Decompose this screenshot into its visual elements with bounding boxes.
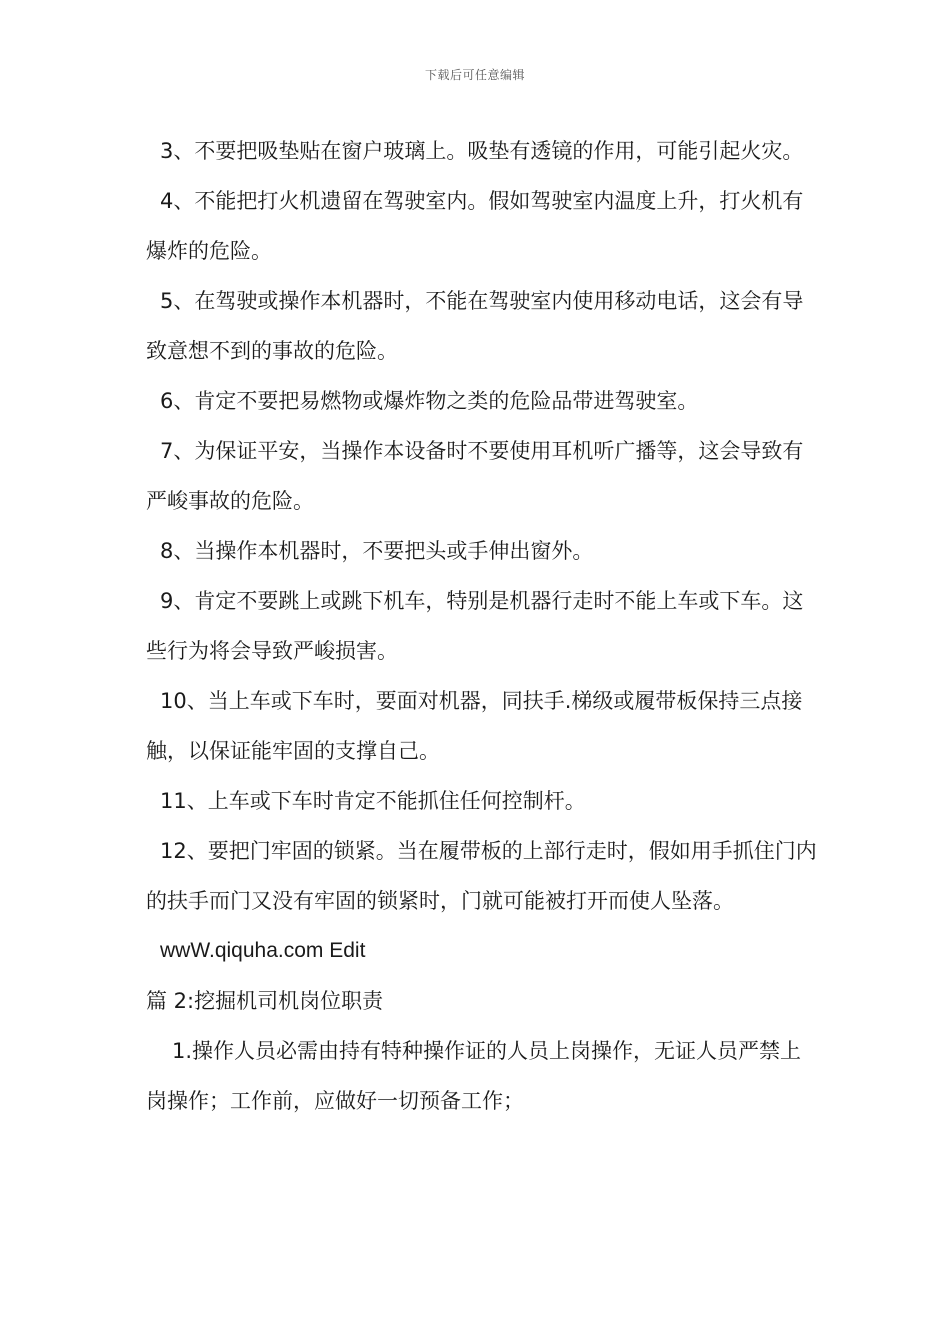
document-body bbox=[146, 126, 818, 1126]
header-note: 下载后可任意编辑 bbox=[424, 68, 525, 82]
site-line: wwW.qiquha.com Edit bbox=[160, 939, 366, 962]
paragraph-3: 3、不要把吸垫贴在窗户玻璃上。吸垫有透镜的作用，可能引起火灾。 bbox=[160, 139, 804, 163]
paragraph-6: 6、肯定不要把易燃物或爆炸物之类的危险品带进驾驶室。 bbox=[160, 389, 699, 413]
section-paragraph-1: 1.操作人员必需由持有特种操作证的人员上岗操作，无证人员严禁上岗操作；工作前，应做好一切预备工作； bbox=[146, 1039, 802, 1113]
paragraph-4: 4、不能把打火机遗留在驾驶室内。假如驾驶室内温度上升，打火机有爆炸的危险。 bbox=[146, 189, 804, 263]
paragraph-7: 7、为保证平安，当操作本设备时不要使用耳机听广播等，这会导致有严峻事故的危险。 bbox=[146, 439, 804, 513]
paragraph-5: 5、在驾驶或操作本机器时，不能在驾驶室内使用移动电话，这会有导致意想不到的事故的危险。 bbox=[146, 289, 804, 363]
paragraph-10: 10、当上车或下车时，要面对机器，同扶手.梯级或履带板保持三点接触，以保证能牢固的支撑自己。 bbox=[146, 689, 803, 763]
paragraph-9: 9、肯定不要跳上或跳下机车，特别是机器行走时不能上车或下车。这些行为将会导致严峻损害。 bbox=[146, 589, 804, 663]
section-title: 篇 2:挖掘机司机岗位职责 bbox=[146, 989, 384, 1013]
paragraph-8: 8、当操作本机器时，不要把头或手伸出窗外。 bbox=[160, 539, 594, 563]
paragraph-11: 11、上车或下车时肯定不能抓住任何控制杆。 bbox=[160, 789, 586, 813]
paragraph-12: 12、要把门牢固的锁紧。当在履带板的上部行走时，假如用手抓住门内的扶手而门又没有牢固的锁紧时，门就可能被打开而使人坠落。 bbox=[146, 839, 817, 913]
